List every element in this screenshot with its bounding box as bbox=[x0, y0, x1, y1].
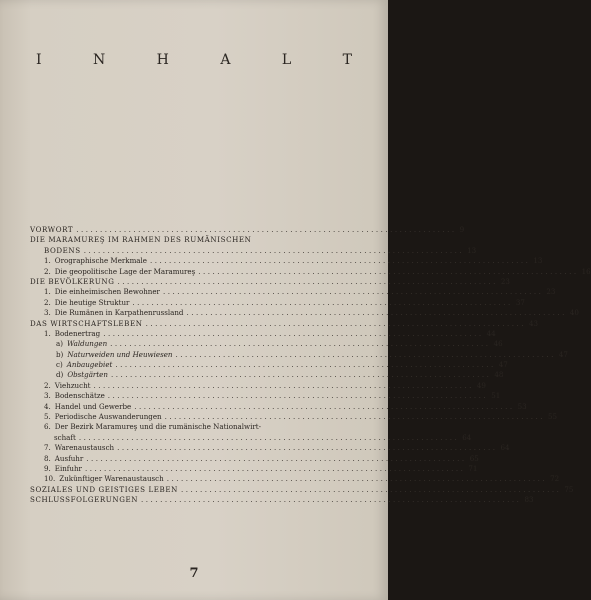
toc-entry-label bbox=[44, 454, 83, 464]
toc-entry bbox=[30, 360, 508, 370]
toc-entry-label bbox=[44, 422, 261, 432]
toc-entry-number: 2. bbox=[44, 266, 51, 276]
toc-entry bbox=[30, 401, 527, 412]
toc-entry-label bbox=[56, 370, 108, 380]
toc-entry bbox=[30, 370, 504, 380]
toc-entry-label bbox=[44, 433, 76, 443]
toc-entry-label bbox=[44, 267, 195, 277]
toc-leader-dots: ................................................................................ bbox=[162, 287, 544, 297]
toc-entry-page: 37 bbox=[515, 297, 525, 307]
toc-entry-title: Ausfuhr bbox=[54, 453, 84, 463]
toc-entry-title: VORWORT bbox=[30, 225, 74, 234]
toc-entry-page: 71 bbox=[468, 463, 478, 473]
toc-leader-dots: ................................................................................ bbox=[103, 328, 484, 338]
toc-entry bbox=[30, 463, 478, 474]
toc-leader-dots: ................................................................................ bbox=[117, 276, 498, 286]
toc-leader-dots: ................................................................................ bbox=[84, 463, 466, 473]
toc-entry-label bbox=[30, 277, 115, 287]
toc-entry-label bbox=[44, 287, 160, 297]
toc-entry-page: 47 bbox=[498, 360, 508, 370]
toc-leader-dots: ................................................................................ bbox=[166, 474, 548, 484]
toc-leader-dots: ................................................................................ bbox=[164, 412, 545, 422]
toc-entry-number: 4. bbox=[44, 401, 51, 411]
toc-entry-label bbox=[30, 235, 251, 245]
toc-entry bbox=[30, 256, 543, 266]
toc-leader-dots: ................................................................................ bbox=[180, 484, 562, 494]
toc-entry-title: DIE MARAMUREŞ IM RAHMEN DES RUMÄNISCHEN bbox=[30, 235, 252, 245]
toc-entry-page: 72 bbox=[550, 474, 560, 484]
toc-entry-number: 3. bbox=[44, 391, 51, 401]
toc-entry bbox=[30, 391, 501, 401]
toc-leader-dots: ................................................................................ bbox=[76, 225, 457, 234]
toc-entry-page: 23 bbox=[500, 276, 510, 286]
page-number: 7 bbox=[189, 566, 199, 581]
toc-entry bbox=[30, 432, 472, 443]
toc-entry-number: c) bbox=[56, 360, 63, 370]
toc-leader-dots: ................................................................................ bbox=[83, 245, 465, 255]
toc-entry-page: 83 bbox=[524, 495, 534, 505]
toc-entry-page: 46 bbox=[493, 339, 503, 349]
toc-leader-dots: ................................................................................ bbox=[150, 256, 531, 266]
toc-entry-title: Viehzucht bbox=[54, 380, 91, 390]
toc-leader-dots: ................................................................................ bbox=[110, 339, 491, 349]
toc-entry-page: 23 bbox=[546, 287, 556, 297]
toc-entry-number: 2. bbox=[44, 297, 51, 307]
heading-letter: A bbox=[220, 52, 231, 68]
toc-entry-label bbox=[44, 391, 105, 401]
toc-entry bbox=[30, 318, 539, 329]
toc-entry bbox=[30, 443, 510, 453]
toc-entry-label bbox=[44, 298, 129, 308]
toc-entry-page: 13 bbox=[467, 245, 477, 255]
toc-entry bbox=[30, 349, 568, 360]
toc-entry bbox=[30, 297, 525, 308]
toc-entry bbox=[30, 484, 574, 495]
toc-entry-page: 75 bbox=[564, 484, 574, 494]
toc-entry-label bbox=[44, 308, 183, 318]
toc-entry-label bbox=[44, 329, 100, 339]
toc-entry-label bbox=[30, 319, 143, 329]
toc-entry bbox=[30, 266, 591, 277]
toc-entry-title: Die heutige Struktur bbox=[54, 297, 130, 307]
toc-entry-title: Bodenschätze bbox=[54, 391, 105, 401]
toc-entry-number: 1. bbox=[44, 287, 51, 297]
toc-leader-dots: ................................................................................ bbox=[198, 266, 579, 276]
heading-letter: I bbox=[36, 52, 42, 68]
toc-entry-title: Anbaugebiet bbox=[66, 360, 113, 370]
toc-entry-page: 64 bbox=[500, 443, 510, 453]
toc-entry-title: Periodische Auswanderungen bbox=[54, 412, 162, 422]
toc-entry-label bbox=[56, 350, 173, 360]
toc-entry-label bbox=[44, 256, 147, 266]
toc-entry-number: d) bbox=[56, 370, 64, 380]
toc-leader-dots: ................................................................................ bbox=[132, 297, 513, 307]
toc-entry-page: 13 bbox=[533, 256, 543, 266]
toc-entry-title: Zukünftiger Warenaustausch bbox=[59, 474, 164, 484]
toc-entry-title: DIE BEVÖLKERUNG bbox=[30, 276, 115, 286]
toc-entry-page: 51 bbox=[491, 391, 501, 401]
toc-entry-page: 43 bbox=[528, 318, 539, 328]
toc-entry-number: 5. bbox=[44, 412, 51, 422]
toc-entry-label bbox=[44, 246, 81, 256]
toc-entry-title: SOZIALES UND GEISTIGES LEBEN bbox=[30, 484, 178, 494]
toc-leader-dots: ................................................................................ bbox=[145, 318, 526, 328]
toc-entry-page: 16 bbox=[581, 266, 591, 276]
toc-entry-page: 9 bbox=[459, 225, 465, 234]
toc-entry-title: Die Rumänen in Karpathenrussland bbox=[54, 308, 184, 318]
toc-entry-number: 3. bbox=[44, 308, 51, 318]
toc-leader-dots: ................................................................................ bbox=[78, 432, 460, 442]
toc-entry-page: 65 bbox=[469, 453, 479, 463]
heading-letter: H bbox=[156, 52, 169, 68]
toc-entry-label bbox=[30, 485, 178, 495]
toc-entry-label bbox=[44, 474, 164, 484]
toc-leader-dots: ................................................................................ bbox=[110, 370, 492, 380]
toc-entry bbox=[30, 453, 479, 464]
toc-leader-dots: ................................................................................ bbox=[134, 401, 515, 411]
toc-entry bbox=[30, 235, 349, 245]
toc-entry-page: 47 bbox=[558, 349, 568, 359]
toc-entry-page: 55 bbox=[548, 412, 558, 422]
toc-leader-dots: ................................................................................ bbox=[186, 308, 567, 318]
toc-entry bbox=[30, 339, 503, 349]
toc-entry-title: BODENS bbox=[44, 245, 81, 255]
toc-entry bbox=[30, 380, 486, 391]
toc-entry bbox=[30, 245, 477, 256]
toc-entry-page: 49 bbox=[476, 380, 486, 390]
toc-entry-page: 40 bbox=[569, 308, 579, 318]
table-of-contents bbox=[30, 225, 591, 506]
toc-leader-dots: ................................................................................ bbox=[115, 360, 496, 370]
heading-letter: L bbox=[281, 52, 292, 68]
toc-entry-label bbox=[44, 412, 162, 422]
toc-entry-number: b) bbox=[56, 349, 64, 359]
toc-entry-label bbox=[44, 443, 114, 453]
toc-entry-label bbox=[44, 402, 131, 412]
toc-entry bbox=[30, 287, 556, 297]
toc-entry-title: Naturweiden und Heuwiesen bbox=[67, 349, 173, 359]
toc-entry-title: Einfuhr bbox=[54, 463, 82, 473]
toc-entry bbox=[30, 412, 558, 422]
toc-entry-label bbox=[56, 339, 107, 349]
toc-entry-number: 9. bbox=[44, 463, 51, 473]
toc-entry-title: Die einheimischen Bewohner bbox=[54, 287, 160, 297]
toc-entry-title: schaft bbox=[54, 432, 76, 442]
toc-entry-page: 64 bbox=[462, 432, 472, 442]
toc-entry-number: 1. bbox=[44, 256, 51, 266]
toc-entry-page: 44 bbox=[486, 328, 496, 338]
toc-leader-dots: ................................................................................ bbox=[107, 391, 489, 401]
toc-entry-title: Bodenertrag bbox=[54, 328, 101, 338]
toc-entry-label bbox=[30, 495, 138, 505]
toc-entry-number: 8. bbox=[44, 453, 51, 463]
toc-leader-dots: ................................................................................ bbox=[93, 380, 474, 390]
toc-entry-title: Handel und Gewerbe bbox=[54, 401, 132, 411]
heading-letter: N bbox=[92, 52, 106, 68]
toc-entry-title: Obstgärten bbox=[67, 370, 108, 380]
toc-entry-title: SCHLUSSFOLGERUNGEN bbox=[30, 495, 139, 505]
toc-entry bbox=[30, 225, 465, 235]
toc-entry-number: 1. bbox=[44, 328, 51, 338]
toc-entry bbox=[30, 495, 534, 505]
toc-entry-number: a) bbox=[56, 339, 63, 349]
toc-entry-title: Orographische Merkmale bbox=[54, 256, 148, 266]
toc-entry-title: Warenaustausch bbox=[54, 443, 115, 453]
toc-entry-label bbox=[44, 464, 82, 474]
contents-heading bbox=[36, 52, 352, 68]
toc-entry-title: Der Bezirk Maramureş und die rumänische Nationalwirt- bbox=[54, 422, 262, 432]
toc-entry-label bbox=[30, 225, 73, 235]
toc-entry-number: 10. bbox=[44, 474, 56, 484]
toc-leader-dots: ................................................................................ bbox=[117, 443, 498, 453]
toc-entry-number: 2. bbox=[44, 380, 51, 390]
toc-entry-title: Waldungen bbox=[67, 339, 108, 349]
toc-entry bbox=[30, 308, 579, 318]
toc-entry-page: 48 bbox=[494, 370, 504, 380]
toc-leader-dots: ................................................................................ bbox=[175, 349, 556, 359]
toc-leader-dots: ................................................................................ bbox=[141, 495, 522, 505]
toc-entry bbox=[30, 276, 510, 287]
toc-entry-number: 6. bbox=[44, 422, 51, 432]
toc-entry-title: Die geopolitische Lage der Maramureş bbox=[54, 266, 196, 276]
toc-entry-title: DAS WIRTSCHAFTSLEBEN bbox=[30, 318, 143, 328]
toc-entry bbox=[30, 328, 496, 339]
toc-entry-number: 7. bbox=[44, 443, 51, 453]
toc-leader-dots: ................................................................................ bbox=[86, 453, 467, 463]
toc-entry-label bbox=[56, 360, 112, 370]
toc-entry-page: 53 bbox=[517, 401, 527, 411]
heading-letter: T bbox=[342, 52, 352, 68]
toc-entry-label bbox=[44, 381, 91, 391]
toc-entry bbox=[30, 474, 560, 484]
toc-entry bbox=[30, 422, 349, 432]
